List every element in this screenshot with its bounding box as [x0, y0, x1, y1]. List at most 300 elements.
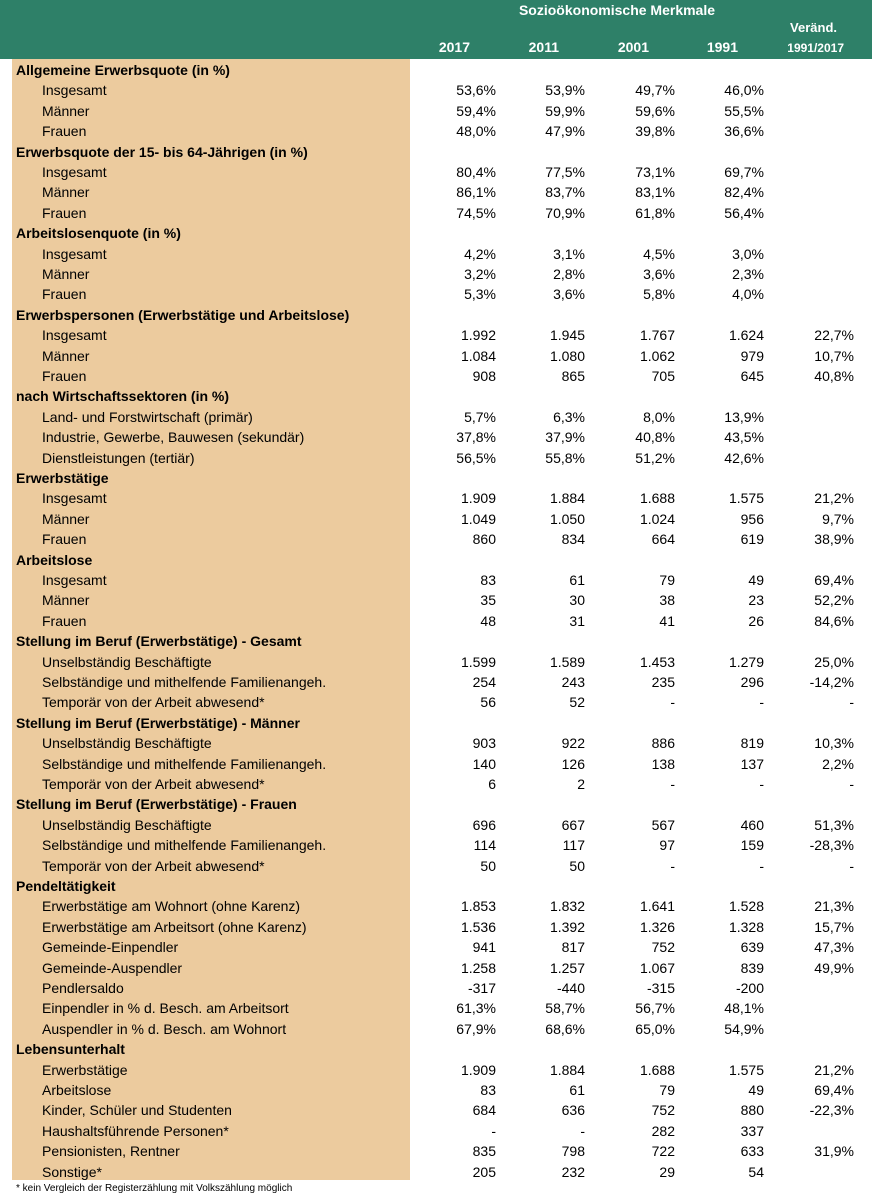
value-1991: 3,0%	[732, 245, 764, 262]
row-label: Arbeitslose	[42, 1082, 112, 1098]
value-2001: 40,8%	[635, 429, 675, 446]
value-1991: 1.279	[728, 653, 764, 670]
table-row	[0, 488, 872, 508]
value-2001: 282	[651, 1122, 675, 1139]
value-2017: 3,2%	[464, 266, 496, 282]
value-2001: 51,2%	[635, 449, 675, 466]
row-label: Frauen	[42, 286, 87, 303]
section-title: Stellung im Beruf (Erwerbstätige) - Gesamt	[16, 633, 302, 650]
table-row	[0, 1121, 872, 1141]
value-2017: 903	[472, 735, 496, 752]
table-row	[0, 896, 872, 916]
section-header-row	[0, 550, 872, 570]
row-label: Insgesamt	[42, 327, 107, 344]
value-change: 38,9%	[814, 531, 854, 548]
value-2017: 1.536	[460, 918, 496, 935]
value-2017: 5,7%	[464, 408, 496, 425]
row-label: Sonstige*	[42, 1163, 102, 1180]
row-label: Temporär von der Arbeit abwesend*	[42, 776, 265, 792]
row-label: Männer	[42, 347, 90, 364]
row-label: Männer	[42, 102, 90, 119]
value-1991: 819	[740, 735, 764, 752]
table-row	[0, 1060, 872, 1080]
value-1991: 42,6%	[724, 449, 764, 466]
value-change: 21,3%	[814, 898, 854, 915]
table-row	[0, 611, 872, 631]
value-2017: 67,9%	[456, 1020, 496, 1037]
value-2017: 1.992	[460, 327, 496, 344]
value-2017: 1.084	[460, 347, 496, 364]
value-change: 40,8%	[814, 368, 854, 384]
row-label: Männer	[42, 184, 90, 201]
value-2001: 664	[651, 531, 675, 548]
value-2001: 1.062	[639, 347, 675, 364]
value-change: 10,3%	[814, 735, 854, 752]
value-1991: 36,6%	[724, 123, 764, 140]
table-row	[0, 1019, 872, 1039]
table-row	[0, 754, 872, 774]
value-1991: 880	[740, 1102, 764, 1119]
value-2001: 752	[651, 1102, 675, 1119]
value-2001: 567	[651, 816, 675, 833]
value-1991: 23	[748, 592, 764, 609]
table-row	[0, 346, 872, 366]
value-change: 22,7%	[814, 327, 854, 344]
value-change: -	[849, 694, 854, 711]
value-1991: 337	[740, 1122, 764, 1139]
value-2011: 31	[569, 612, 585, 629]
value-2011: 61	[569, 572, 585, 588]
section-header-row	[0, 223, 872, 243]
value-2017: 83	[480, 572, 496, 588]
value-1991: 54,9%	[724, 1020, 764, 1037]
row-label: Kinder, Schüler und Studenten	[42, 1102, 232, 1119]
value-change: -14,2%	[809, 674, 854, 690]
value-2011: 2,8%	[553, 266, 585, 282]
section-header-row	[0, 631, 872, 651]
row-label: Erwerbstätige am Wohnort (ohne Karenz)	[42, 898, 301, 915]
value-1991: 54	[748, 1163, 764, 1180]
table-row	[0, 203, 872, 223]
table-row	[0, 1080, 872, 1100]
value-2011: 70,9%	[545, 204, 585, 221]
section-title: Erwerbspersonen (Erwerbstätige und Arbeitslose)	[16, 306, 350, 323]
table-row	[0, 998, 872, 1018]
value-2001: 83,1%	[635, 184, 675, 201]
value-2001: 4,5%	[643, 245, 675, 262]
value-2011: 37,9%	[545, 429, 585, 446]
section-title: Erwerbstätige	[16, 470, 109, 486]
table-header	[0, 0, 872, 59]
value-2001: -	[670, 776, 675, 792]
value-2017: 835	[472, 1143, 496, 1160]
value-2001: 1.641	[639, 898, 675, 915]
value-1991: 619	[740, 531, 764, 548]
value-1991: 137	[740, 755, 764, 772]
value-2017: 908	[472, 368, 496, 384]
value-2017: 6	[488, 776, 496, 792]
value-change: -	[849, 857, 854, 874]
row-label: Haushaltsführende Personen*	[42, 1122, 229, 1139]
section-title: Arbeitslosenquote (in %)	[16, 225, 181, 242]
table-row	[0, 121, 872, 141]
table-row	[0, 774, 872, 794]
value-1991: 839	[740, 959, 764, 976]
value-2017: 35	[480, 592, 496, 609]
row-label: Pendlersaldo	[42, 980, 124, 996]
section-header-row	[0, 386, 872, 406]
value-2017: 684	[472, 1102, 496, 1119]
value-2001: 1.024	[639, 510, 675, 527]
section-title: Stellung im Beruf (Erwerbstätige) - Frauen	[16, 796, 297, 813]
value-change: 21,2%	[814, 490, 854, 507]
table-row	[0, 958, 872, 978]
value-1991: 979	[740, 347, 764, 364]
value-2001: 1.453	[639, 653, 675, 670]
value-2001: 97	[659, 837, 675, 854]
value-2017: 254	[472, 674, 496, 690]
table-row	[0, 182, 872, 202]
value-2011: 1.589	[549, 653, 585, 670]
row-label: Frauen	[42, 612, 87, 629]
section-header-row	[0, 305, 872, 325]
value-2001: 59,6%	[635, 102, 675, 119]
section-header-row	[0, 468, 872, 488]
value-2001: 886	[651, 735, 675, 752]
value-2017: 56	[480, 694, 496, 711]
section-title: Lebensunterhalt	[16, 1041, 125, 1058]
row-label: Unselbständig Beschäftigte	[42, 735, 212, 752]
value-2017: 56,5%	[456, 449, 496, 466]
value-2001: 61,8%	[635, 204, 675, 221]
table-row	[0, 264, 872, 284]
row-label: Frauen	[42, 368, 87, 384]
value-2011: 58,7%	[545, 1000, 585, 1017]
value-2017: 114	[473, 837, 496, 854]
value-2001: 1.688	[639, 490, 675, 507]
row-label: Insgesamt	[42, 245, 107, 262]
table-row	[0, 570, 872, 590]
table-row	[0, 652, 872, 672]
section-title: Allgemeine Erwerbsquote (in %)	[16, 62, 230, 78]
table-row	[0, 366, 872, 386]
value-2001: 1.326	[639, 918, 675, 935]
value-2011: 2	[577, 776, 585, 792]
row-label: Frauen	[42, 531, 87, 548]
value-1991: 82,4%	[724, 184, 764, 201]
value-2011: 61	[569, 1082, 585, 1098]
value-2011: 68,6%	[545, 1020, 585, 1037]
value-1991: 69,7%	[724, 164, 764, 180]
value-change: 21,2%	[814, 1061, 854, 1078]
value-change: 69,4%	[814, 572, 854, 588]
value-1991: 49	[748, 1082, 764, 1098]
table-row	[0, 590, 872, 610]
value-2001: 752	[651, 939, 675, 956]
value-2017: 53,6%	[456, 82, 496, 99]
value-2011: 55,8%	[545, 449, 585, 466]
value-2011: 798	[561, 1143, 585, 1160]
value-2017: -317	[467, 980, 496, 996]
value-2017: 80,4%	[456, 164, 496, 180]
value-2011: 817	[561, 939, 585, 956]
value-2011: 47,9%	[545, 123, 585, 140]
value-2017: 59,4%	[456, 102, 496, 119]
value-2011: 53,9%	[545, 82, 585, 99]
change-header-line1: Veränd.	[790, 20, 837, 35]
value-1991: -	[759, 694, 764, 711]
value-2001: 65,0%	[635, 1020, 675, 1037]
value-2011: -440	[556, 980, 585, 996]
value-2017: 61,3%	[456, 1000, 496, 1017]
table-row	[0, 101, 872, 121]
table-row	[0, 80, 872, 100]
value-1991: -	[759, 776, 764, 792]
row-label: Männer	[42, 266, 90, 282]
value-change: 15,7%	[814, 918, 854, 935]
value-change: 9,7%	[822, 510, 854, 527]
year-header-1991: 1991	[706, 39, 738, 55]
change-header-line2: 1991/2017	[787, 41, 844, 55]
value-2001: 49,7%	[635, 82, 675, 99]
value-2017: 86,1%	[456, 184, 496, 201]
section-title: nach Wirtschaftssektoren (in %)	[16, 388, 230, 405]
value-2011: 77,5%	[545, 164, 585, 180]
row-label: Insgesamt	[42, 490, 107, 507]
row-label: Insgesamt	[42, 82, 107, 99]
value-change: -28,3%	[809, 837, 854, 854]
value-1991: 4,0%	[732, 286, 764, 303]
value-2011: 1.832	[549, 898, 585, 915]
value-1991: 1.328	[728, 918, 764, 935]
year-header-2011: 2011	[528, 39, 559, 55]
value-1991: -200	[735, 980, 764, 996]
value-1991: 26	[748, 612, 764, 629]
row-label: Erwerbstätige am Arbeitsort (ohne Karenz)	[42, 918, 307, 935]
value-change: 10,7%	[814, 347, 854, 364]
section-title: Stellung im Beruf (Erwerbstätige) - Männer	[16, 714, 300, 731]
value-2011: 1.884	[549, 1061, 585, 1078]
row-label: Insgesamt	[42, 164, 107, 180]
year-header-2017: 2017	[438, 39, 470, 55]
value-2001: 138	[651, 755, 675, 772]
value-2001: 5,8%	[643, 286, 675, 303]
value-2001: -	[670, 694, 675, 711]
value-change: 2,2%	[822, 755, 854, 772]
row-label: Einpendler in % d. Besch. am Arbeitsort	[42, 1000, 289, 1017]
table-row	[0, 284, 872, 304]
value-2017: 74,5%	[456, 204, 496, 221]
value-2001: -	[670, 857, 675, 874]
row-label: Industrie, Gewerbe, Bauwesen (sekundär)	[42, 429, 305, 446]
value-1991: 296	[740, 674, 764, 690]
value-change: 51,3%	[814, 816, 854, 833]
value-change: 49,9%	[814, 959, 854, 976]
value-2011: 1.257	[549, 959, 585, 976]
value-2001: 79	[659, 1082, 675, 1098]
section-header-row	[0, 142, 872, 162]
value-change: 69,4%	[814, 1082, 854, 1098]
value-2001: 3,6%	[643, 266, 675, 282]
row-label: Frauen	[42, 204, 87, 221]
value-1991: 460	[740, 816, 764, 833]
footnote: * kein Vergleich der Registerzählung mit Volkszählung möglich	[16, 1183, 293, 1194]
value-2011: 3,6%	[553, 286, 585, 303]
value-change: -22,3%	[809, 1102, 854, 1119]
table-row	[0, 509, 872, 529]
value-1991: 13,9%	[724, 408, 764, 425]
value-2017: 860	[472, 531, 496, 548]
value-change: 84,6%	[814, 612, 854, 629]
table-row	[0, 672, 872, 692]
row-label: Erwerbstätige	[42, 1061, 128, 1078]
value-2011: 59,9%	[545, 102, 585, 119]
value-2017: 205	[472, 1163, 496, 1180]
section-header-row	[0, 794, 872, 814]
row-label: Männer	[42, 510, 90, 527]
value-1991: 956	[740, 510, 764, 527]
row-label: Unselbständig Beschäftigte	[42, 653, 212, 670]
value-2001: 705	[651, 368, 675, 384]
value-2017: 37,8%	[456, 429, 496, 446]
value-1991: 645	[740, 368, 764, 384]
value-2011: 243	[561, 674, 585, 690]
value-1991: 1.575	[728, 490, 764, 507]
section-title: Erwerbsquote der 15- bis 64-Jährigen (in %)	[16, 143, 308, 160]
section-header-row	[0, 876, 872, 896]
value-2017: 1.853	[460, 898, 496, 915]
table-row	[0, 856, 872, 876]
value-change: 52,2%	[814, 592, 854, 609]
value-2017: 83	[480, 1082, 496, 1098]
value-1991: -	[759, 857, 764, 874]
value-2011: 6,3%	[553, 408, 585, 425]
table-row	[0, 978, 872, 998]
table-row	[0, 815, 872, 835]
table-row	[0, 448, 872, 468]
table-row	[0, 692, 872, 712]
value-2011: 3,1%	[553, 245, 585, 262]
value-1991: 1.575	[728, 1061, 764, 1078]
value-1991: 49	[748, 572, 764, 588]
value-2001: 1.688	[639, 1061, 675, 1078]
value-2001: 79	[659, 572, 675, 588]
value-2001: 39,8%	[635, 123, 675, 140]
value-2001: 38	[659, 592, 675, 609]
row-label: Männer	[42, 592, 90, 609]
section-header-row	[0, 713, 872, 733]
row-label: Land- und Forstwirtschaft (primär)	[42, 408, 253, 425]
row-label: Temporär von der Arbeit abwesend*	[42, 857, 265, 874]
value-2017: -	[491, 1122, 496, 1139]
value-2017: 1.909	[460, 1061, 496, 1078]
value-2011: 636	[561, 1102, 585, 1119]
row-label: Dienstleistungen (tertiär)	[42, 449, 195, 466]
value-2011: 865	[561, 368, 585, 384]
value-1991: 1.624	[728, 327, 764, 344]
section-header-row	[0, 60, 872, 80]
value-2011: 50	[569, 857, 585, 874]
value-2011: 1.884	[549, 490, 585, 507]
value-2017: 1.258	[460, 959, 496, 976]
value-2001: 41	[659, 612, 675, 629]
value-change: 25,0%	[814, 653, 854, 670]
value-2001: 29	[659, 1163, 675, 1180]
value-2001: 1.767	[639, 327, 675, 344]
value-2017: 140	[472, 755, 496, 772]
value-1991: 56,4%	[724, 204, 764, 221]
value-2001: 235	[651, 674, 675, 690]
value-2001: -315	[646, 980, 675, 996]
table-row	[0, 733, 872, 753]
table-row	[0, 407, 872, 427]
value-1991: 46,0%	[724, 82, 764, 99]
value-2011: 83,7%	[545, 184, 585, 201]
value-2017: 696	[472, 816, 496, 833]
table-row	[0, 325, 872, 345]
value-2017: 48,0%	[456, 123, 496, 140]
row-label: Selbständige und mithelfende Familienangeh.	[42, 837, 327, 854]
value-2017: 50	[480, 857, 496, 874]
section-title: Pendeltätigkeit	[16, 878, 116, 894]
table-row	[0, 244, 872, 264]
value-1991: 159	[740, 837, 764, 854]
value-2001: 1.067	[639, 959, 675, 976]
value-1991: 55,5%	[724, 102, 764, 119]
row-label: Unselbständig Beschäftigte	[42, 816, 212, 833]
value-2001: 8,0%	[643, 408, 675, 425]
value-2011: 1.392	[549, 918, 585, 935]
table-row	[0, 427, 872, 447]
table-row	[0, 1162, 872, 1182]
value-2011: 1.945	[549, 327, 585, 344]
value-1991: 2,3%	[732, 266, 764, 282]
row-label: Gemeinde-Auspendler	[42, 959, 183, 976]
value-2017: 1.049	[460, 510, 496, 527]
row-label: Auspendler in % d. Besch. am Wohnort	[42, 1020, 287, 1037]
value-1991: 639	[740, 939, 764, 956]
value-2017: 48	[480, 612, 496, 629]
value-2017: 4,2%	[464, 245, 496, 262]
value-2011: 667	[561, 816, 585, 833]
value-2001: 722	[651, 1143, 675, 1160]
row-label: Frauen	[42, 123, 87, 140]
value-2011: 834	[561, 531, 585, 548]
table-row	[0, 835, 872, 855]
value-2011: 52	[569, 694, 585, 711]
table-row	[0, 937, 872, 957]
row-label: Gemeinde-Einpendler	[42, 939, 179, 956]
table-row	[0, 529, 872, 549]
value-1991: 43,5%	[724, 429, 764, 446]
value-2017: 5,3%	[464, 286, 496, 303]
row-label: Insgesamt	[42, 572, 107, 588]
value-2011: 117	[562, 837, 585, 854]
table-row	[0, 162, 872, 182]
value-2011: 1.050	[549, 510, 585, 527]
section-header-row	[0, 1039, 872, 1059]
value-2011: -	[580, 1122, 585, 1139]
section-title: Arbeitslose	[16, 551, 93, 568]
value-2011: 1.080	[549, 347, 585, 364]
value-change: -	[849, 776, 854, 792]
value-2017: 941	[472, 939, 496, 956]
table-title: Sozioökonomische Merkmale	[518, 2, 716, 18]
table-row	[0, 917, 872, 937]
value-2001: 56,7%	[635, 1000, 675, 1017]
value-1991: 1.528	[728, 898, 764, 915]
row-label: Selbständige und mithelfende Familienangeh.	[42, 674, 327, 690]
